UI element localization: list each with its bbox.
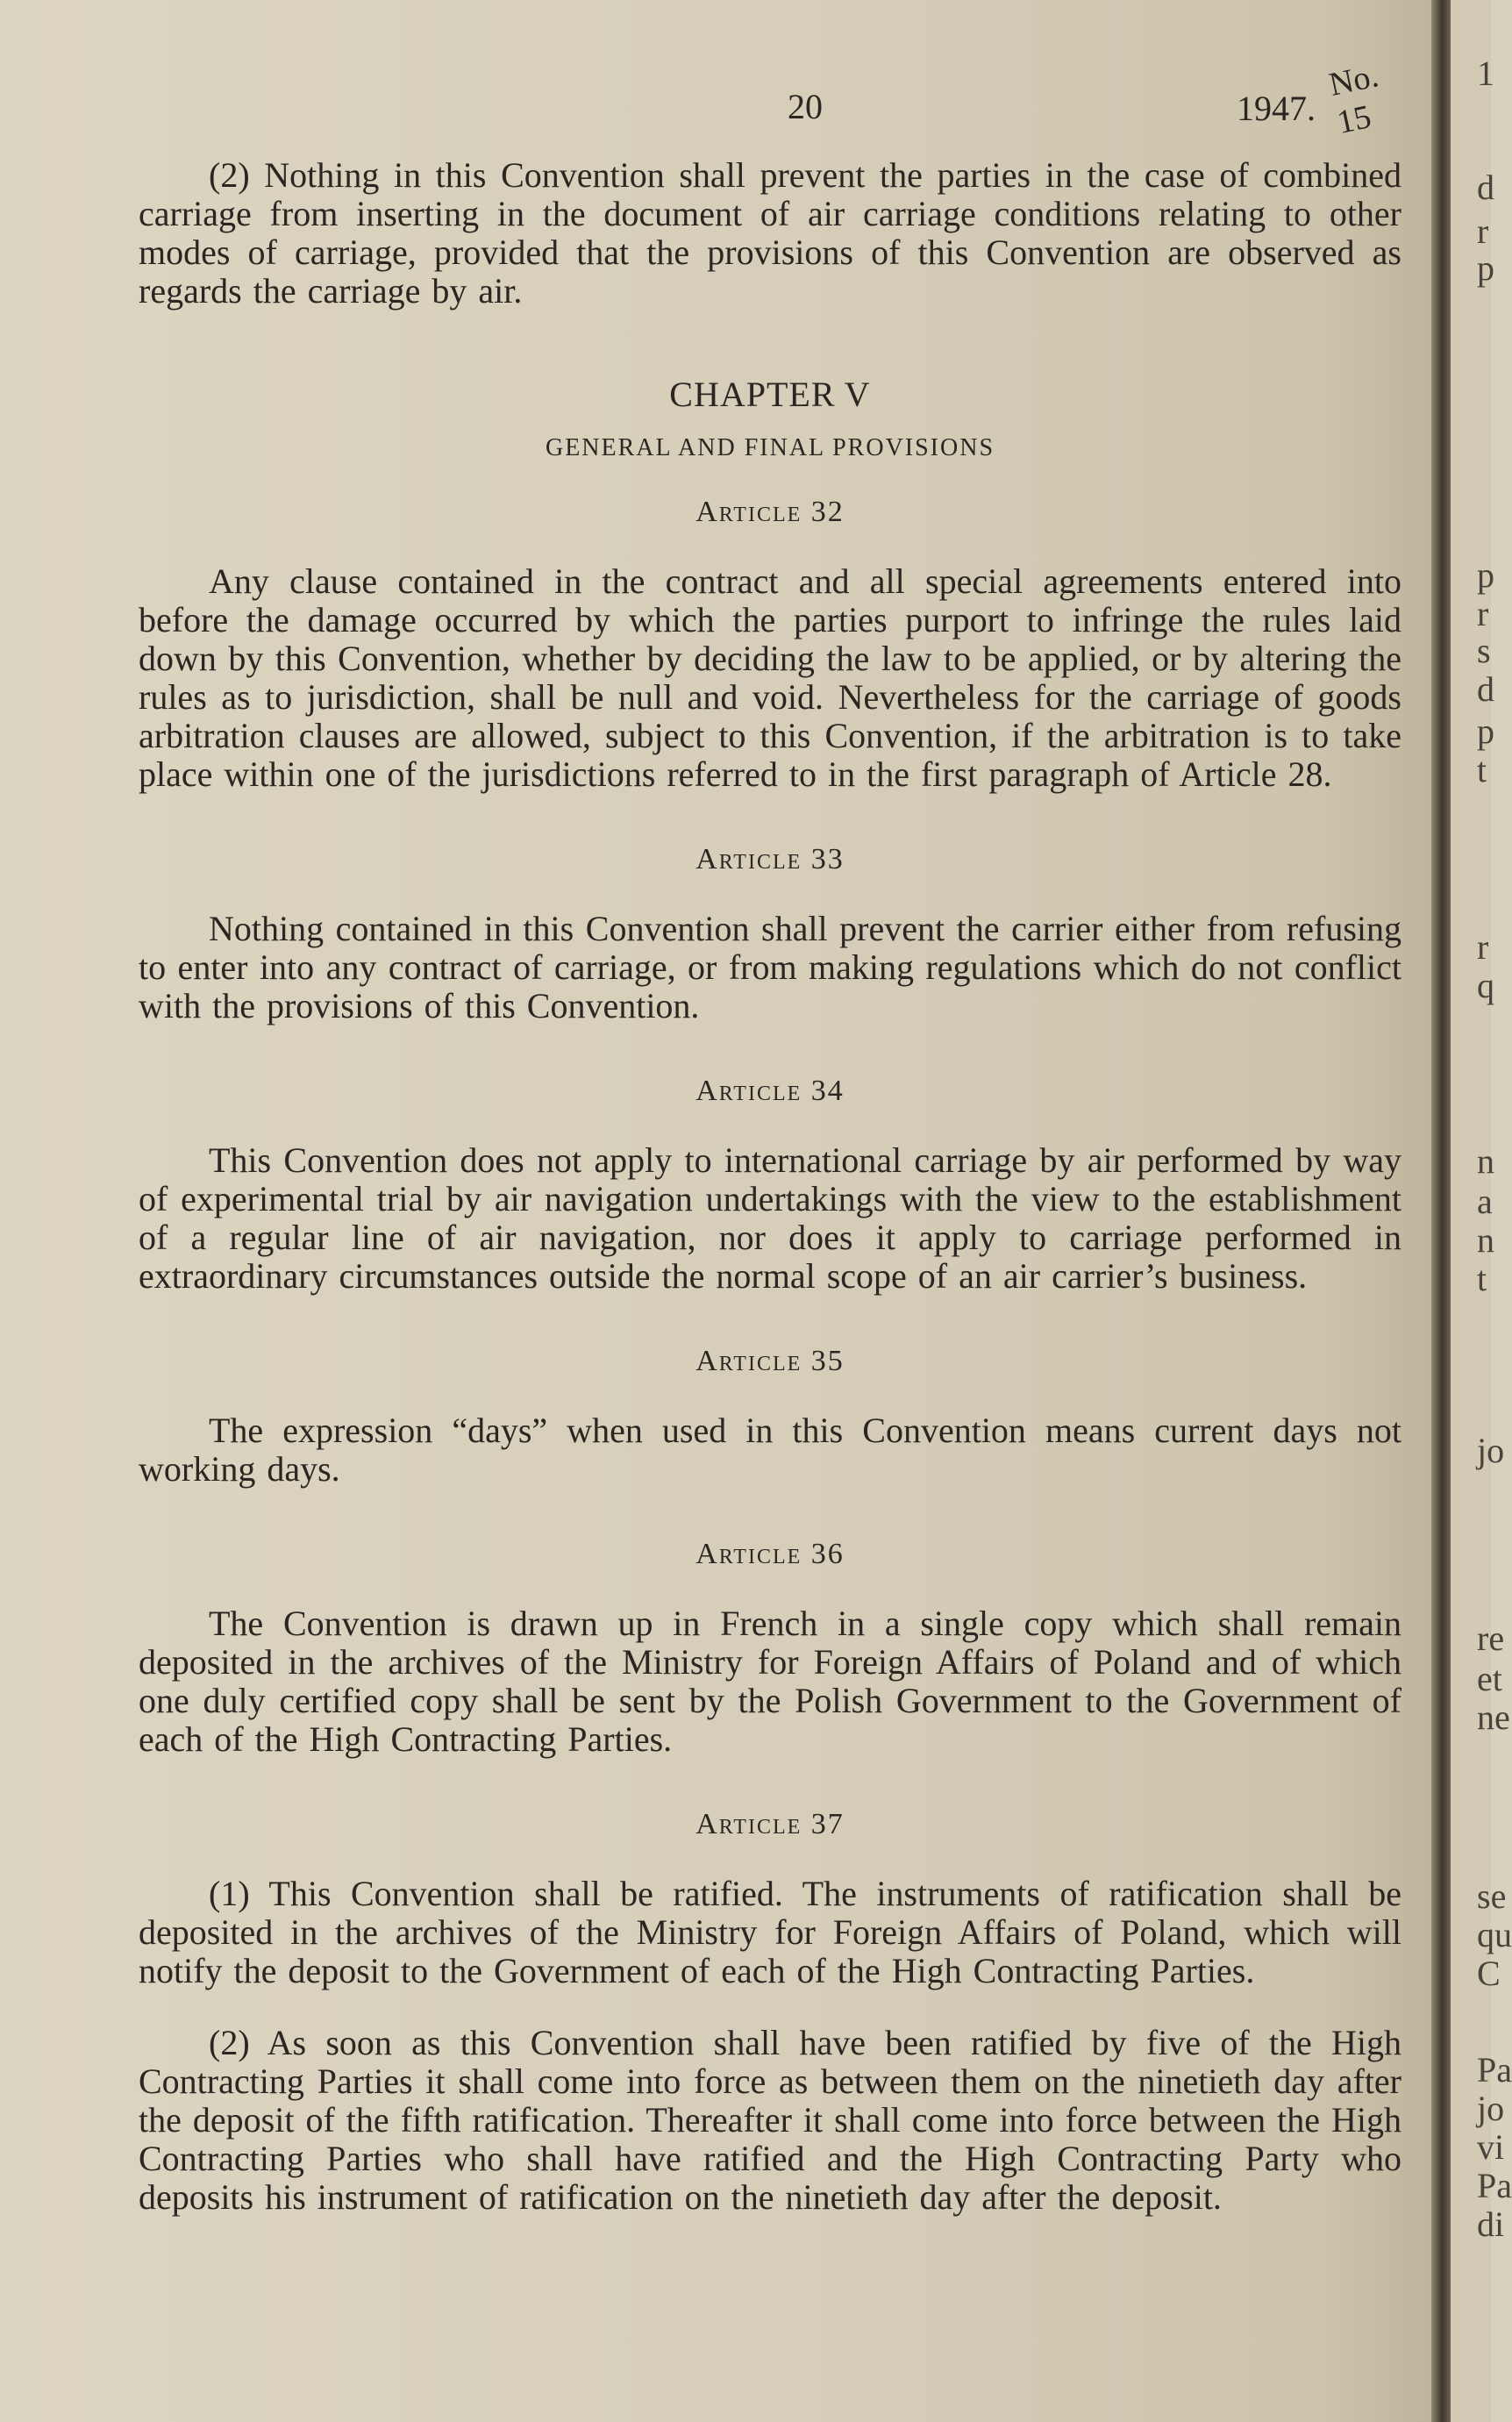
adjacent-page-fragment: se [1477, 1876, 1507, 1916]
adjacent-page-fragment: re [1477, 1618, 1505, 1658]
article-heading: Article 36 [695, 1538, 845, 1570]
adjacent-page-fragment: jo [1477, 1431, 1505, 1470]
adjacent-page-fragment: C [1477, 1954, 1501, 1993]
article-paragraph: (1) This Convention shall be ratified. The instruments of ratification shall be deposited in the archives of the Ministry for Foreign Affairs of Poland, which will notify the deposit to the Government of each of the High Contracting Parties. [139, 1874, 1401, 1990]
article-heading: Article 34 [695, 1075, 845, 1107]
adjacent-page-fragment: a [1477, 1182, 1493, 1221]
article-paragraph: (2) As soon as this Convention shall have been ratified by five of the High Contracting Parties it shall come into force as between them on the ninetieth day after the deposit of the fifth ratification. Thereafter it shall come into force between the High Contracting Parties who shall have ratified and the High Contracting Party who deposits his instrument of ratification on the ninetieth day after the deposit. [139, 2023, 1401, 2217]
adjacent-page-fragment: et [1477, 1659, 1502, 1698]
page-number: 20 [788, 87, 823, 126]
article-heading: Article 37 [695, 1808, 845, 1840]
adjacent-page-fragment: p [1477, 248, 1494, 288]
adjacent-page-fragment: 1 [1477, 54, 1494, 93]
chapter-subtitle: GENERAL AND FINAL PROVISIONS [545, 434, 995, 461]
adjacent-page-fragment: t [1477, 750, 1487, 789]
adjacent-page-fragment: p [1477, 711, 1494, 751]
article-paragraph: Any clause contained in the contract and all special agreements entered into before the damage occurred by which the parties purport to infringe the rules laid down by this Convention, whether by deciding the law to be applied, or by altering the rules as to jurisdiction, shall be null and void. Nevertheless for the carriage of goods arbitration clauses are allowed, subject to this Convention, if the arbitration is to take place within one of the jurisdictions referred to in the first paragraph of Article 28. [139, 561, 1401, 794]
adjacent-page-fragment: p [1477, 555, 1494, 595]
article-heading: Article 35 [695, 1345, 845, 1377]
article-paragraph: Nothing contained in this Convention shall prevent the carrier either from refusing to enter into any contract of carriage, or from making regulations which do not conflict with the provisions of this Convention. [139, 909, 1401, 1025]
adjacent-page-fragment: d [1477, 168, 1494, 207]
adjacent-page-fragment: vi [1477, 2127, 1505, 2167]
adjacent-page-fragment: n [1477, 1220, 1494, 1260]
article-paragraph: The Convention is drawn up in French in a single copy which shall remain deposited in the archives of the Ministry for Foreign Affairs of Poland and of which one duly certified copy shall be sent by the Polish Government to the Government of each of the High Contracting Parties. [139, 1604, 1401, 1759]
adjacent-page-fragment: d [1477, 669, 1494, 709]
header-issue-number: No. 15 [1325, 57, 1382, 142]
header-year: 1947. [1237, 89, 1316, 128]
article-paragraph: The expression “days” when used in this Convention means current days not working days. [139, 1411, 1401, 1489]
adjacent-page-fragment: n [1477, 1141, 1494, 1181]
adjacent-page-fragment: s [1477, 631, 1491, 670]
page-header [0, 57, 1431, 142]
article-heading: Article 33 [695, 843, 845, 875]
intro-paragraph: (2) Nothing in this Convention shall prevent the parties in the case of combined carriage from inserting in the document of air carriage conditions relating to other modes of carriage, provided that the provisions of this Convention are observed as regards the carriage by air. [139, 155, 1401, 311]
document-body [139, 156, 1401, 2217]
adjacent-page-fragment: t [1477, 1259, 1487, 1298]
adjacent-page-edge [1451, 0, 1512, 2422]
book-gutter [1431, 0, 1451, 2422]
chapter-title: CHAPTER V [669, 375, 871, 414]
article-heading: Article 32 [695, 496, 845, 528]
article-paragraph: This Convention does not apply to international carriage by air performed by way of experimental trial by air navigation undertakings with the view to the establishment of a regular line of air navigation, nor does it apply to carriage performed in extraordinary circumstances outside the normal scope of an air carrier’s business. [139, 1140, 1401, 1296]
adjacent-page-fragment: ne [1477, 1697, 1510, 1737]
adjacent-page-fragment: jo [1477, 2089, 1505, 2128]
adjacent-page-fragment: Pa [1477, 2050, 1512, 2090]
adjacent-page-fragment: r [1477, 927, 1489, 967]
adjacent-page-fragment: r [1477, 594, 1489, 633]
adjacent-page-fragment: qu [1477, 1915, 1512, 1954]
adjacent-page-fragment: di [1477, 2204, 1505, 2244]
adjacent-page-fragment: r [1477, 211, 1489, 251]
adjacent-page-fragment: Pa [1477, 2166, 1512, 2205]
adjacent-page-fragment: q [1477, 966, 1494, 1005]
